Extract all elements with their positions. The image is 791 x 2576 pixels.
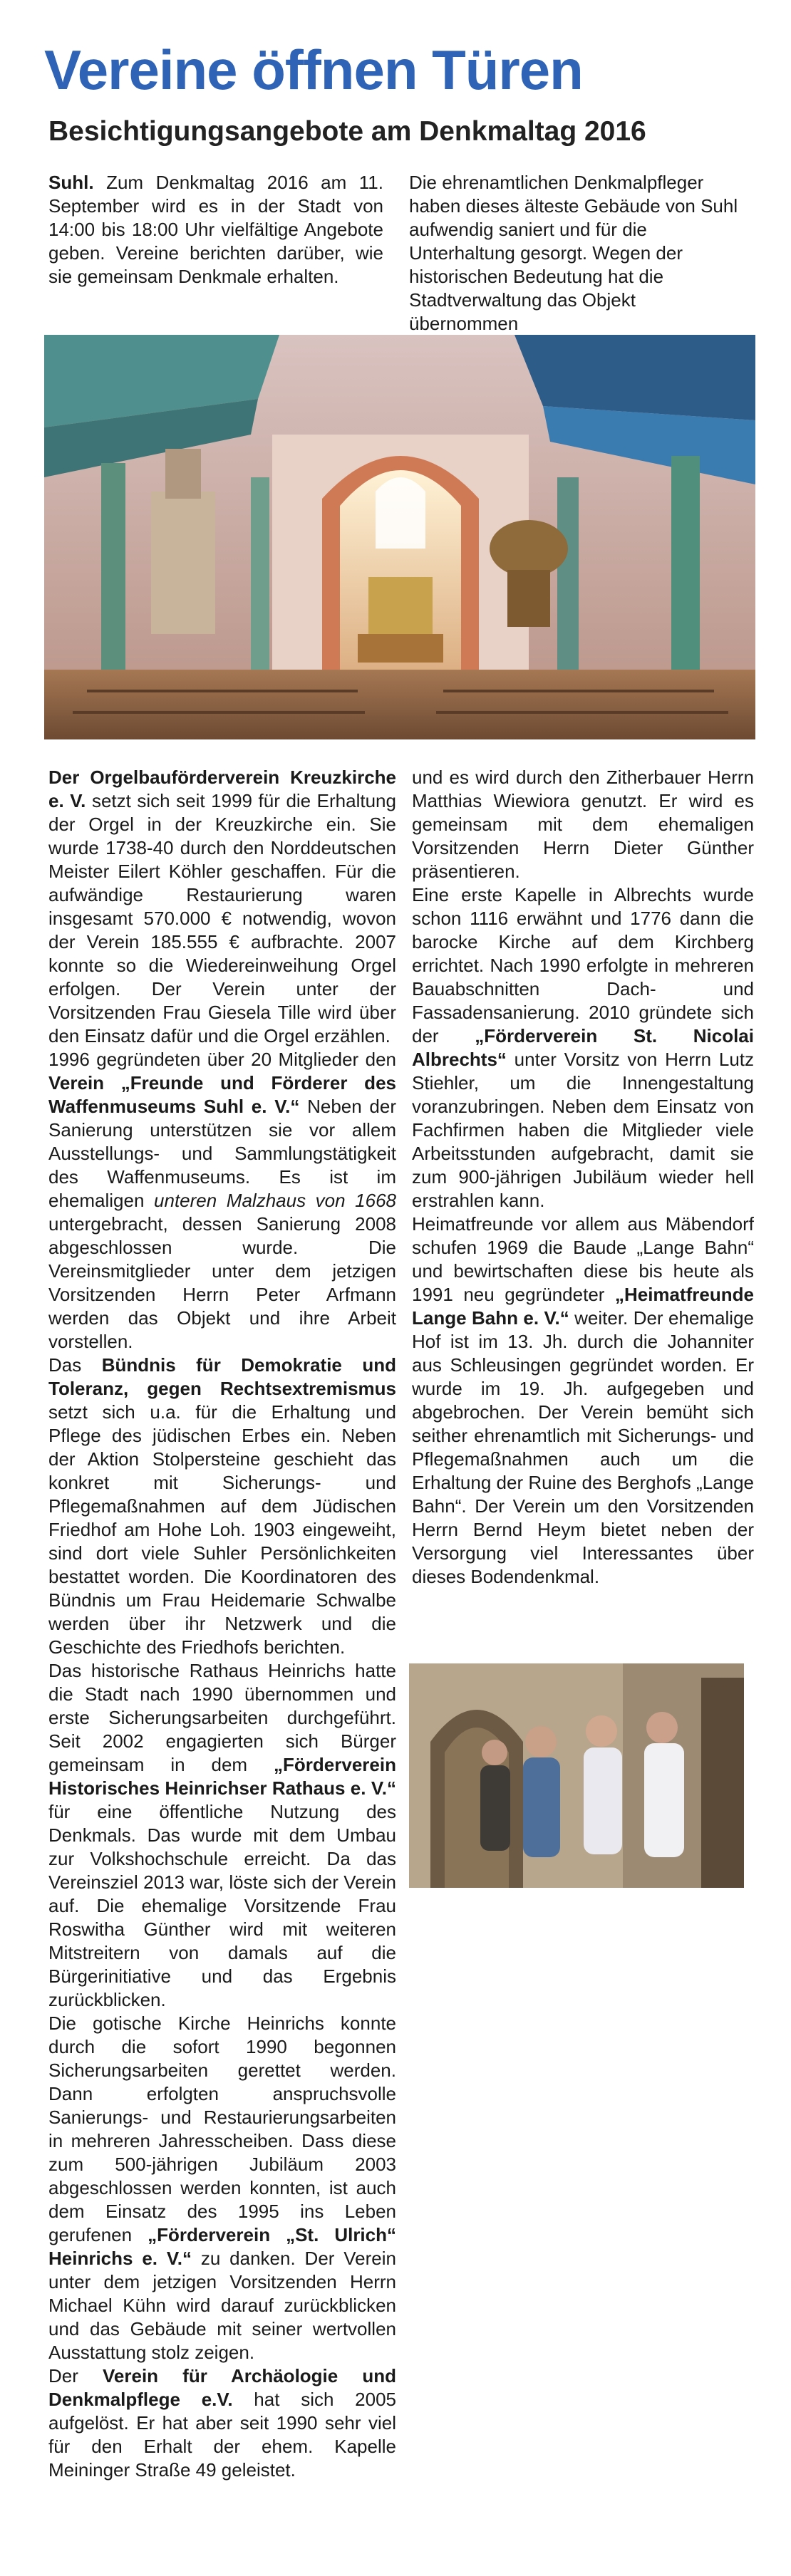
paragraph-st-nicolai bbox=[412, 883, 754, 1212]
paragraph-orgelbau bbox=[48, 766, 396, 1048]
org-archaeologie: Verein für Archäologie und Denkmalpflege e.V. bbox=[48, 2365, 396, 2410]
left-article-column bbox=[48, 766, 396, 2482]
paragraph-text: weiter. Der ehemalige Hof ist im 13. Jh. durch die Johanniter aus Schleusingen gegründet worden. Er wurde im 19. Jh. aufgegeben und abgebrochen. Der Verein bemüht sich seither ehrenamtlich mit Sicherungs- und Pflegemaßnahmen auch um die Erhaltung der Ruine des Berghofs „Lange Bahn“. Der Verein um den Vorsitzenden Herrn Bernd Heym bietet neben der Versorgung viel Interessantes über dieses Bodendenkmal. bbox=[412, 1307, 754, 1587]
paragraph-buendnis bbox=[48, 1354, 396, 1659]
org-buendnis: Bündnis für Demokratie und Toleranz, gegen Rechtsextremismus bbox=[48, 1354, 396, 1399]
paragraph-text: Eine erste Kapelle in Albrechts wurde schon 1116 erwähnt und 1776 dann die barocke Kirche auf dem Kirchberg errichtet. Nach 1990 erfolgte in mehreren Bauabschnitten Dach- und Fassadensanierung. 2010 gründete sich der bbox=[412, 884, 754, 1046]
paragraph-text: untergebracht, dessen Sanierung 2008 abgeschlossen wurde. Die Vereinsmitglieder unter dem jetzigen Vorsitzenden Herrn Peter Arfmann werden das Objekt und ihre Arbeit vorstellen. bbox=[48, 1213, 396, 1352]
headline: Vereine öffnen Türen bbox=[44, 38, 583, 101]
paragraph-rathaus bbox=[48, 1659, 396, 2012]
org-rathaus: „Förderverein Historisches Heinrichser Rathaus e. V.“ bbox=[48, 1754, 396, 1799]
church-interior-image bbox=[44, 335, 755, 739]
group-photo-image bbox=[409, 1663, 744, 1888]
intro-right-paragraph: Die ehrenamtlichen Denkmalpfleger haben dieses älteste Gebäude von Suhl aufwendig saniert und für die Unterhaltung gesorgt. Wegen der historischen Bedeutung hat die Stadtverwaltung das Objekt übernommen bbox=[409, 172, 738, 334]
paragraph-text: Neben der Sanierung unterstützen sie vor allem Ausstellungs- und Sammlungstätigkeit des Waffenmuseums. Es ist im ehemaligen bbox=[48, 1096, 396, 1211]
paragraph-zitherbauer: und es wird durch den Zitherbauer Herrn Matthias Wiewiora genutzt. Er wird es gemeinsam mit dem ehemaligen Vorsitzenden Herrn Dieter Günther präsentieren. bbox=[412, 767, 754, 882]
group-photo bbox=[409, 1663, 744, 1888]
paragraph-text: 1996 gegründeten über 20 Mitglieder den bbox=[48, 1049, 396, 1070]
paragraph-text: für eine öffentliche Nutzung des Denkmals. Das wurde mit dem Umbau zur Volkshochschule erreicht. Da das Vereinsziel 2013 war, löste sich der Verein auf. Die ehemalige Vorsitzende Frau Roswitha Günther wird mit weiteren Mitstreitern von damals auf die Bürgerinitiative und das Ergebnis zurückblicken. bbox=[48, 1801, 396, 2010]
dateline: Suhl. bbox=[48, 172, 94, 193]
org-orgelbau: Der Orgelbauförderverein Kreuzkirche e. V. bbox=[48, 767, 396, 811]
paragraph-text: Heimatfreunde vor allem aus Mäbendorf schufen 1969 die Baude „Lange Bahn“ und bewirtschaften diese bis heute als 1991 neu gegründeter bbox=[412, 1213, 754, 1305]
org-st-ulrich: „Förderverein „St. Ulrich“ Heinrichs e. V.“ bbox=[48, 2224, 396, 2269]
intro-right-column bbox=[409, 171, 744, 336]
org-lange-bahn: „Heimatfreunde Lange Bahn e. V.“ bbox=[412, 1284, 754, 1329]
intro-paragraph bbox=[48, 171, 383, 289]
paragraph-text: Das bbox=[48, 1354, 102, 1376]
paragraph-st-ulrich bbox=[48, 2012, 396, 2364]
paragraph-text: setzt sich seit 1999 für die Erhaltung der Orgel in der Kreuzkirche ein. Sie wurde 1738-40 durch den Norddeutschen Meister Eilert Köhler geschaffen. Für die aufwändige Restaurierung waren insgesamt 570.000 € notwendig, wovon der Verein 185.555 € aufbrachte. 2007 konnte so die Wiedereinweihung Orgel erfolgen. Der Verein unter der Vorsitzenden Frau Giesela Tille wird über den Einsatz dafür und die Orgel erzählen. bbox=[48, 790, 396, 1046]
church-interior-photo bbox=[44, 335, 755, 739]
paragraph-text: setzt sich u.a. für die Erhaltung und Pflege des jüdischen Erbes ein. Neben der Aktion Stolpersteine geschieht das konkret mit Sicherungs- und Pflegemaßnahmen auf dem Jüdischen Friedhof am Hohe Loh. 1903 eingeweiht, sind dort viele Suhler Persönlichkeiten bestattet worden. Die Koordinatoren des Bündnis um Frau Heidemarie Schwalbe werden über ihr Netzwerk und die Geschichte des Friedhofs berichten. bbox=[48, 1401, 396, 1658]
paragraph-archaeologie bbox=[48, 2364, 396, 2482]
subheadline: Besichtigungsangebote am Denkmaltag 2016 bbox=[48, 116, 646, 147]
malzhaus-text: unteren Malzhaus von 1668 bbox=[154, 1190, 397, 1211]
paragraph-text: unter Vorsitz von Herrn Lutz Stiehler, um die Innengestaltung voranzubringen. Neben dem Einsatz von Fachfirmen haben die Mitglieder viele Arbeitsstunden aufgebracht, damit sie zum 900-jährigen Jubiläum wieder hell erstrahlen kann. bbox=[412, 1049, 754, 1211]
paragraph-text: Der bbox=[48, 2365, 103, 2387]
org-st-nicolai: „Förderverein St. Nicolai Albrechts“ bbox=[412, 1025, 754, 1070]
paragraph-text: Das historische Rathaus Heinrichs hatte die Stadt nach 1990 übernommen und erste Sicherungsarbeiten durchgeführt. Seit 2002 engagierten sich Bürger gemeinsam in dem bbox=[48, 1660, 396, 1775]
intro-text: Zum Denkmaltag 2016 am 11. September wird es in der Stadt von 14:00 bis 18:00 Uhr vielfältige Angebote geben. Vereine berichten darüber, wie sie gemeinsam Denkmale erhalten. bbox=[48, 172, 383, 287]
right-article-column bbox=[412, 766, 754, 1589]
intro-left-column bbox=[48, 171, 383, 289]
paragraph-waffenmuseum bbox=[48, 1048, 396, 1354]
org-waffenmuseum: Verein „Freunde und Förderer des Waffenmuseums Suhl e. V.“ bbox=[48, 1072, 396, 1117]
paragraph-text: Die gotische Kirche Heinrichs konnte durch die sofort 1990 begonnen Sicherungsarbeiten gerettet werden. Dann erfolgten anspruchsvolle Sanierungs- und Restaurierungsarbeiten in mehreren Jahresscheiben. Dass diese zum 500-jährigen Jubiläum 2003 abgeschlossen werden konnten, ist auch dem Einsatz des 1995 ins Leben gerufenen bbox=[48, 2012, 396, 2245]
paragraph-text: zu danken. Der Verein unter dem jetzigen Vorsitzenden Herrn Michael Kühn wird darauf zurückblicken und das Gebäude mit seiner wertvollen Ausstattung stolz zeigen. bbox=[48, 2248, 396, 2363]
paragraph-text: hat sich 2005 aufgelöst. Er hat aber seit 1990 sehr viel für den Erhalt der ehem. Kapelle Meininger Straße 49 geleistet. bbox=[48, 2389, 397, 2481]
paragraph-lange-bahn bbox=[412, 1212, 754, 1589]
